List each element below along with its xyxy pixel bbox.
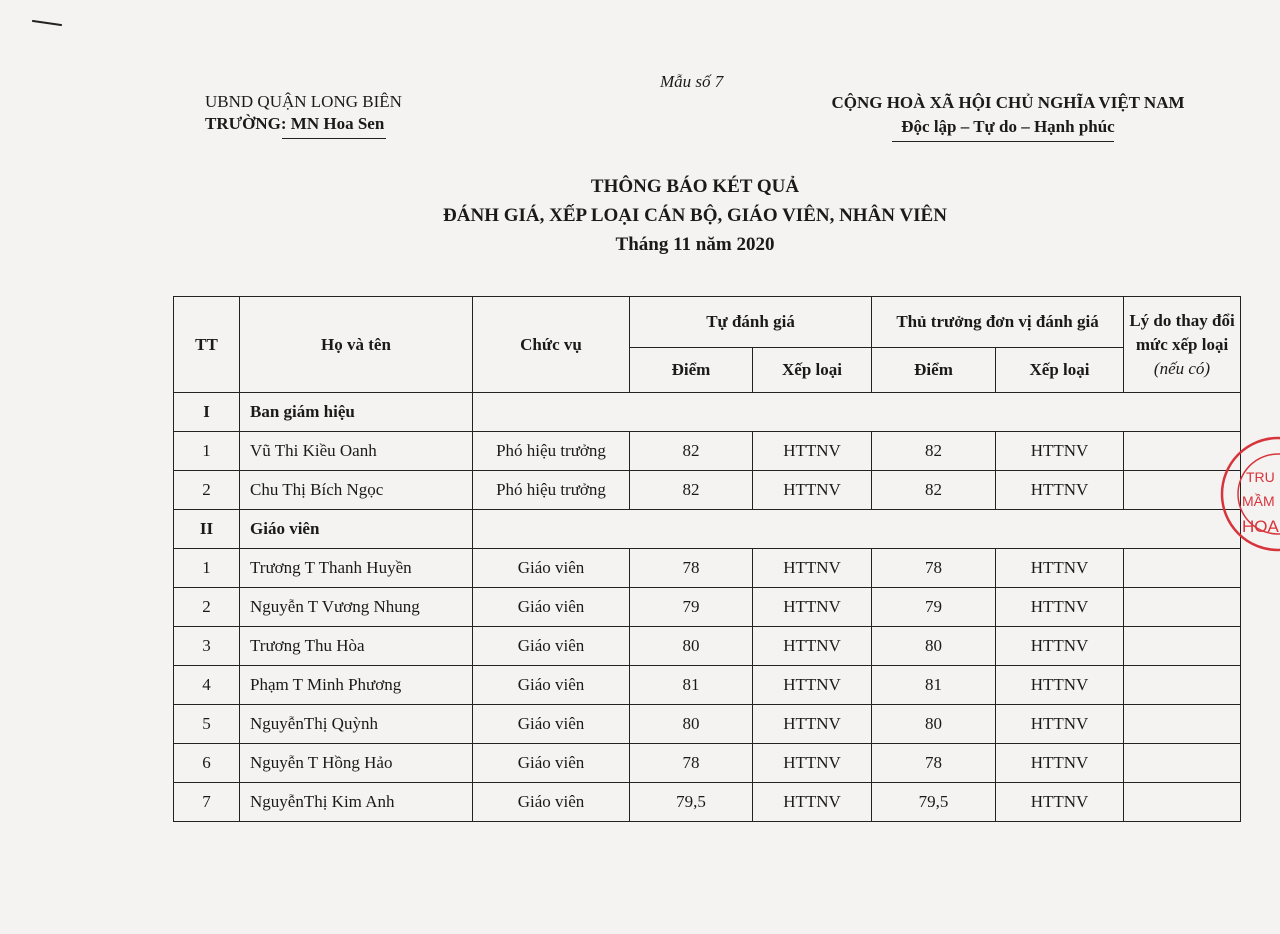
table-row <box>174 549 1241 588</box>
section-blank <box>473 393 1241 432</box>
nation-name: CỘNG HOÀ XÃ HỘI CHỦ NGHĨA VIỆT NAM <box>831 93 1185 112</box>
row-head-score: 78 <box>872 744 996 783</box>
row-tt: 4 <box>174 666 240 705</box>
table-row <box>174 744 1241 783</box>
row-head-grade: HTTNV <box>996 588 1124 627</box>
row-head-grade: HTTNV <box>996 744 1124 783</box>
row-self-score: 79 <box>630 588 753 627</box>
row-position: Giáo viên <box>473 744 630 783</box>
row-tt: 6 <box>174 744 240 783</box>
divider <box>282 138 386 139</box>
row-self-score: 82 <box>630 432 753 471</box>
row-name: Trương Thu Hòa <box>240 627 473 666</box>
row-head-grade: HTTNV <box>996 432 1124 471</box>
row-reason <box>1124 666 1241 705</box>
row-self-grade: HTTNV <box>753 432 872 471</box>
national-header <box>812 91 1204 139</box>
row-head-score: 79,5 <box>872 783 996 822</box>
row-position: Giáo viên <box>473 705 630 744</box>
row-self-score: 79,5 <box>630 783 753 822</box>
row-head-grade: HTTNV <box>996 627 1124 666</box>
header-reason-note: (nếu có) <box>1153 358 1211 378</box>
row-head-grade: HTTNV <box>996 705 1124 744</box>
row-self-grade: HTTNV <box>753 744 872 783</box>
title-line-3: Tháng 11 năm 2020 <box>615 234 775 255</box>
row-position: Giáo viên <box>473 588 630 627</box>
row-tt: 7 <box>174 783 240 822</box>
header-self-grade: Xếp loại <box>753 348 872 393</box>
row-self-grade: HTTNV <box>753 705 872 744</box>
row-name: Phạm T Minh Phương <box>240 666 473 705</box>
document-title <box>330 172 1060 259</box>
row-self-score: 80 <box>630 705 753 744</box>
header-self-eval: Tự đánh giá <box>630 297 872 348</box>
row-self-grade: HTTNV <box>753 588 872 627</box>
row-head-score: 80 <box>872 627 996 666</box>
row-tt: 2 <box>174 588 240 627</box>
row-self-grade: HTTNV <box>753 666 872 705</box>
section-title: Giáo viên <box>240 510 473 549</box>
row-position: Giáo viên <box>473 783 630 822</box>
form-number: Mẫu số 7 <box>660 72 724 91</box>
row-self-grade: HTTNV <box>753 783 872 822</box>
row-self-score: 78 <box>630 549 753 588</box>
row-self-grade: HTTNV <box>753 627 872 666</box>
row-name: Vũ Thi Kiều Oanh <box>240 432 473 471</box>
header-name: Họ và tên <box>240 297 473 393</box>
row-reason <box>1124 744 1241 783</box>
section-row <box>174 393 1241 432</box>
school-name: TRƯỜNG: MN Hoa Sen <box>205 114 385 133</box>
section-title: Ban giám hiệu <box>240 393 473 432</box>
row-self-grade: HTTNV <box>753 549 872 588</box>
row-head-score: 79 <box>872 588 996 627</box>
title-line-1: THÔNG BÁO KÉT QUẢ <box>590 176 800 197</box>
row-head-grade: HTTNV <box>996 471 1124 510</box>
header-head-grade: Xếp loại <box>996 348 1124 393</box>
row-self-grade: HTTNV <box>753 471 872 510</box>
row-position: Giáo viên <box>473 549 630 588</box>
row-head-score: 82 <box>872 471 996 510</box>
header-reason-label: Lý do thay đổi mức xếp loại <box>1129 310 1235 354</box>
issuing-organization <box>205 91 402 135</box>
section-number: I <box>174 393 240 432</box>
row-self-score: 78 <box>630 744 753 783</box>
row-reason <box>1124 627 1241 666</box>
table-row <box>174 705 1241 744</box>
header-head-score: Điểm <box>872 348 996 393</box>
table-row <box>174 783 1241 822</box>
row-tt: 1 <box>174 432 240 471</box>
row-name: NguyễnThị Kim Anh <box>240 783 473 822</box>
section-number: II <box>174 510 240 549</box>
pen-mark <box>32 20 62 26</box>
table-row <box>174 627 1241 666</box>
row-head-score: 81 <box>872 666 996 705</box>
motto: Độc lập – Tự do – Hạnh phúc <box>901 117 1115 136</box>
row-name: Nguyễn T Hồng Hảo <box>240 744 473 783</box>
table-row <box>174 471 1241 510</box>
row-name: Chu Thị Bích Ngọc <box>240 471 473 510</box>
row-self-score: 80 <box>630 627 753 666</box>
table-body <box>174 393 1241 822</box>
official-seal <box>1208 432 1280 552</box>
table-row <box>174 432 1241 471</box>
row-head-grade: HTTNV <box>996 549 1124 588</box>
row-head-score: 82 <box>872 432 996 471</box>
row-head-grade: HTTNV <box>996 783 1124 822</box>
row-name: NguyễnThị Quỳnh <box>240 705 473 744</box>
row-reason <box>1124 588 1241 627</box>
row-head-score: 80 <box>872 705 996 744</box>
seal-text-3: HOA <box>1242 517 1279 536</box>
row-tt: 2 <box>174 471 240 510</box>
row-head-grade: HTTNV <box>996 666 1124 705</box>
row-head-score: 78 <box>872 549 996 588</box>
row-position: Phó hiệu trưởng <box>473 471 630 510</box>
seal-text-1: TRU <box>1246 469 1275 485</box>
divider <box>892 141 1114 142</box>
row-self-score: 82 <box>630 471 753 510</box>
row-position: Giáo viên <box>473 666 630 705</box>
title-line-2: ĐÁNH GIÁ, XẾP LOẠI CÁN BỘ, GIÁO VIÊN, NHÂN VIÊN <box>443 205 947 226</box>
results-table <box>173 296 1241 822</box>
row-tt: 5 <box>174 705 240 744</box>
row-tt: 3 <box>174 627 240 666</box>
row-reason <box>1124 705 1241 744</box>
row-name: Nguyễn T Vương Nhung <box>240 588 473 627</box>
header-position: Chức vụ <box>473 297 630 393</box>
district-name: UBND QUẬN LONG BIÊN <box>205 92 402 111</box>
section-row <box>174 510 1241 549</box>
row-position: Phó hiệu trưởng <box>473 432 630 471</box>
seal-text-2: MẦM <box>1242 493 1275 509</box>
row-position: Giáo viên <box>473 627 630 666</box>
header-head-eval: Thủ trưởng đơn vị đánh giá <box>872 297 1124 348</box>
table-row <box>174 588 1241 627</box>
row-name: Trương T Thanh Huyền <box>240 549 473 588</box>
header-tt: TT <box>174 297 240 393</box>
row-reason <box>1124 783 1241 822</box>
header-reason <box>1124 297 1241 393</box>
row-self-score: 81 <box>630 666 753 705</box>
header-self-score: Điểm <box>630 348 753 393</box>
section-blank <box>473 510 1241 549</box>
row-tt: 1 <box>174 549 240 588</box>
table-row <box>174 666 1241 705</box>
row-reason <box>1124 549 1241 588</box>
